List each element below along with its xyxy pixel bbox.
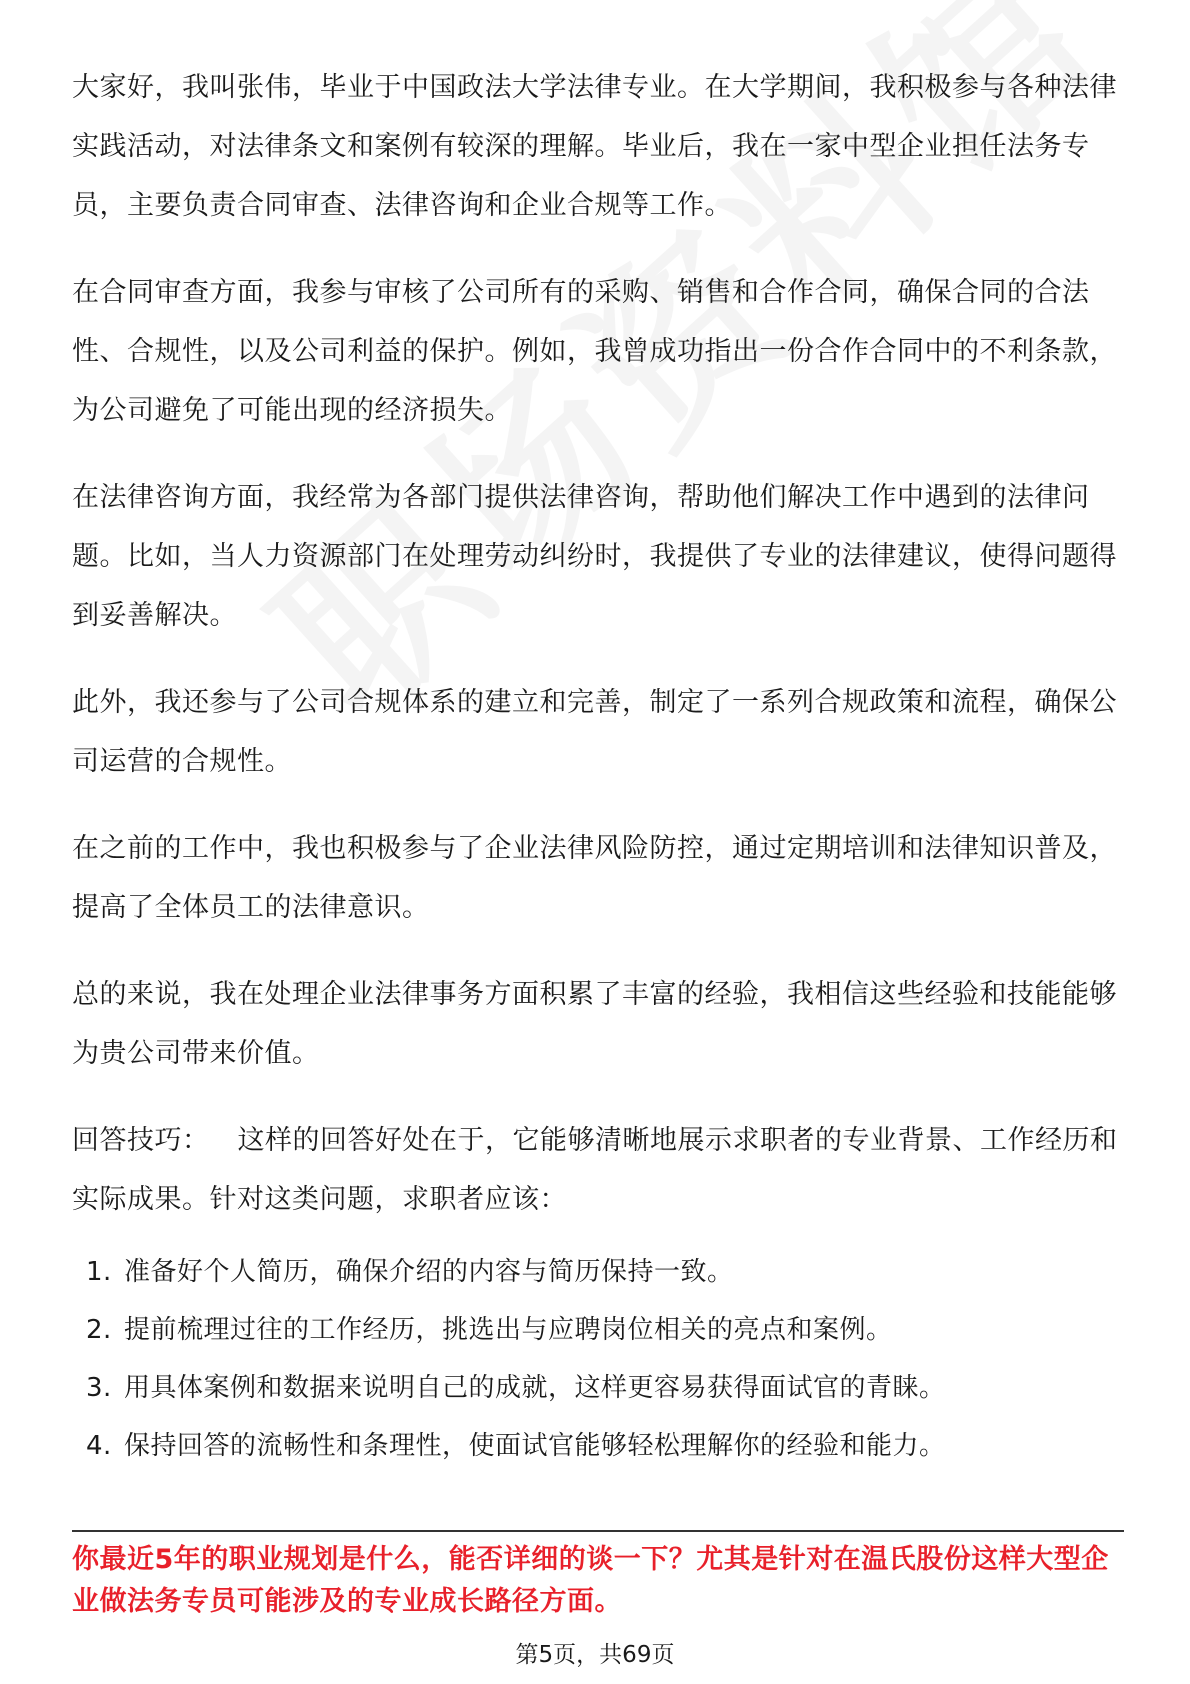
list-item-text: 用具体案例和数据来说明自己的成就，这样更容易获得面试官的青睐。: [124, 1373, 946, 1403]
list-item-text: 准备好个人简历，确保介绍的内容与简历保持一致。: [124, 1257, 734, 1287]
paragraph-intro: 大家好，我叫张伟，毕业于中国政法大学法律专业。在大学期间，我积极参与各种法律实践活动，对法律条文和案例有较深的理解。毕业后，我在一家中型企业担任法务专员，主要负责合同审查、法律咨询和企业合规等工作。: [72, 72, 1117, 221]
paragraph-contract-review: 在合同审查方面，我参与审核了公司所有的采购、销售和合作合同，确保合同的合法性、合规性，以及公司利益的保护。例如，我曾成功指出一份合作合同中的不利条款，为公司避免了可能出现的经济损失。: [72, 277, 1117, 426]
tips-list: [72, 1243, 1124, 1475]
list-item-number: 4.: [86, 1431, 112, 1461]
list-item: [72, 1417, 1124, 1475]
document-body: [72, 58, 1124, 1475]
paragraph-risk-control: 在之前的工作中，我也积极参与了企业法律风险防控，通过定期培训和法律知识普及，提高了全体员工的法律意识。: [72, 833, 1117, 923]
page-number: 第5页，共69页: [515, 1642, 675, 1668]
answer-tips: [72, 1111, 1124, 1229]
paragraph-legal-consulting: 在法律咨询方面，我经常为各部门提供法律咨询，帮助他们解决工作中遇到的法律问题。比如，当人力资源部门在处理劳动纠纷时，我提供了专业的法律建议，使得问题得到妥善解决。: [72, 482, 1117, 631]
list-item: [72, 1359, 1124, 1417]
next-question: 你最近5年的职业规划是什么，能否详细的谈一下？尤其是针对在温氏股份这样大型企业做法务专员可能涉及的专业成长路径方面。: [72, 1544, 1109, 1617]
list-item: [72, 1301, 1124, 1359]
list-item-number: 1.: [86, 1257, 112, 1287]
list-item-text: 提前梳理过往的工作经历，挑选出与应聘岗位相关的亮点和案例。: [124, 1315, 893, 1345]
section-divider: [72, 1530, 1124, 1532]
tips-label: 回答技巧：: [72, 1125, 210, 1156]
list-item-number: 3.: [86, 1373, 112, 1403]
list-item-text: 保持回答的流畅性和条理性，使面试官能够轻松理解你的经验和能力。: [124, 1431, 946, 1461]
list-item: [72, 1243, 1124, 1301]
paragraph-summary: 总的来说，我在处理企业法律事务方面积累了丰富的经验，我相信这些经验和技能能够为贵公司带来价值。: [72, 979, 1117, 1069]
paragraph-compliance: 此外，我还参与了公司合规体系的建立和完善，制定了一系列合规政策和流程，确保公司运营的合规性。: [72, 687, 1117, 777]
list-item-number: 2.: [86, 1315, 112, 1345]
tips-text: 这样的回答好处在于，它能够清晰地展示求职者的专业背景、工作经历和实际成果。针对这类问题，求职者应该：: [72, 1125, 1118, 1215]
